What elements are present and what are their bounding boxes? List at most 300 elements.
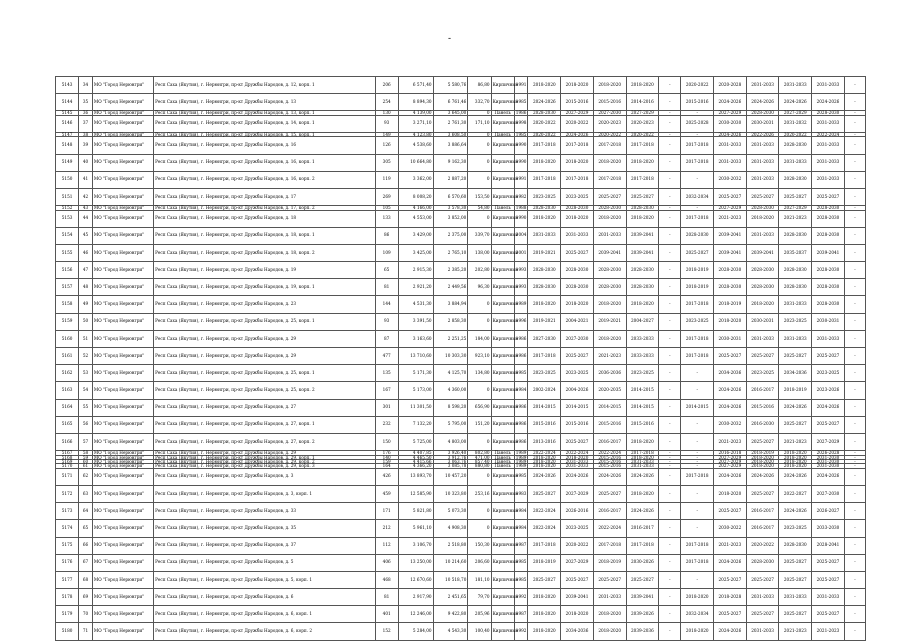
cell-nonliving-area: 0 [468, 111, 491, 115]
cell-period: 2015-2016 [561, 94, 594, 111]
cell-row-number: 68 [79, 571, 93, 588]
cell-period: 2025-2027 [561, 348, 594, 365]
cell-period: 2027-2030 [812, 485, 845, 502]
cell-period: 2026-2016 [561, 503, 594, 520]
cell-period: - [659, 94, 681, 111]
cell-period: 2028-2030 [593, 262, 626, 279]
cell-row-number: 60 [79, 459, 93, 463]
cell-residents: 232 [375, 416, 398, 433]
cell-period: - [659, 330, 681, 347]
cell-period: - [844, 132, 865, 136]
cell-period: 2025-2027 [812, 571, 845, 588]
cell-row-id: 5169 [56, 459, 79, 463]
cell-period: 2031-2033 [779, 330, 812, 347]
cell-period: 2018-2020 [528, 455, 561, 459]
cell-period: 2025-2027 [779, 606, 812, 623]
cell-address: Респ Саха (Якутия), г. Нерюнгри, пр-кт Дружбы Народов, д. 25, корп. 1 [154, 365, 375, 382]
cell-period: 2028-2030 [812, 210, 845, 227]
cell-period: 2025-2027 [779, 188, 812, 205]
cell-total-area: 4 531,30 [398, 296, 433, 313]
cell-period: 2025-2027 [528, 485, 561, 502]
cell-period: 2028-2030 [812, 206, 845, 210]
cell-build-year: 1992 [514, 623, 528, 640]
cell-period: 2031-2033 [746, 154, 779, 171]
cell-period: 2031-2033 [714, 154, 747, 171]
cell-address: Респ Саха (Якутия), г. Нерюнгри, пр-кт Дружбы Народов, д. 33 [154, 503, 375, 520]
cell-residents: 269 [375, 188, 398, 205]
cell-period: 2022-2024 [812, 132, 845, 136]
cell-period: 2034-2036 [561, 623, 594, 640]
cell-residents: 171 [375, 503, 398, 520]
cell-living-area: 10 457,20 [433, 468, 468, 485]
cell-build-year: 1985 [514, 468, 528, 485]
cell-period: - [659, 455, 681, 459]
cell-period: - [844, 554, 865, 571]
cell-period: - [844, 468, 865, 485]
cell-build-year: 1990 [514, 154, 528, 171]
cell-period: 2036-2036 [593, 365, 626, 382]
cell-row-id: 5173 [56, 503, 79, 520]
cell-period: 2024-2026 [528, 468, 561, 485]
cell-period: 2018-2020 [746, 210, 779, 227]
cell-municipality: МО "Город Нерюнгри" [92, 537, 153, 554]
cell-period: - [659, 296, 681, 313]
cell-period: 2004-2027 [626, 313, 659, 330]
cell-total-area: 7 132,20 [398, 416, 433, 433]
cell-period: 2025-2027 [561, 244, 594, 261]
cell-residents: 406 [375, 554, 398, 571]
cell-period: 2027-2029 [779, 206, 812, 210]
cell-period: - [844, 111, 865, 115]
cell-municipality: МО "Город Нерюнгри" [92, 485, 153, 502]
cell-period: - [844, 77, 865, 94]
cell-residents: 159 [375, 459, 398, 463]
cell-period: 2033-2030 [812, 520, 845, 537]
cell-row-id: 5172 [56, 485, 79, 502]
cell-residents: 459 [375, 485, 398, 502]
cell-build-year: 1985 [514, 571, 528, 588]
cell-total-area: 4 407,85 [398, 451, 433, 455]
cell-address: Респ Саха (Якутия), г. Нерюнгри, пр-кт Дружбы Народов, д. 13, корп. 1 [154, 111, 375, 115]
cell-wall-material: Кирпичные [491, 606, 514, 623]
cell-address: Респ Саха (Якутия), г. Нерюнгри, пр-кт Дружбы Народов, д. 25, корп. 1 [154, 313, 375, 330]
cell-total-area: 2 915,30 [398, 262, 433, 279]
cell-period: 2014-2015 [528, 399, 561, 416]
table-row [56, 137, 866, 154]
cell-period: 2031-2033 [746, 330, 779, 347]
cell-build-year: 1986 [514, 348, 528, 365]
cell-period: 2021-2023 [812, 623, 845, 640]
cell-period: 2031-2033 [626, 459, 659, 463]
cell-residents: 164 [375, 464, 398, 468]
cell-living-area: 3 886,64 [433, 137, 468, 154]
cell-period: 2018-2020 [593, 623, 626, 640]
cell-period: 2017-2018 [681, 537, 714, 554]
cell-period: - [844, 589, 865, 606]
cell-period: 2018-2020 [626, 154, 659, 171]
cell-total-area: 4 553,00 [398, 210, 433, 227]
cell-row-id: 5178 [56, 589, 79, 606]
cell-period: 2039-2041 [561, 589, 594, 606]
cell-period: 2031-2033 [812, 330, 845, 347]
cell-period: - [681, 485, 714, 502]
cell-municipality: МО "Город Нерюнгри" [92, 520, 153, 537]
cell-municipality: МО "Город Нерюнгри" [92, 188, 153, 205]
cell-build-year: 1986 [514, 330, 528, 347]
cell-period: 2022-2024 [528, 451, 561, 455]
cell-period: 2016-2017 [746, 520, 779, 537]
cell-period: - [659, 210, 681, 227]
cell-address: Респ Саха (Якутия), г. Нерюнгри, пр-кт Дружбы Народов, д. 18 [154, 210, 375, 227]
cell-period: 2017-2018 [626, 171, 659, 188]
cell-wall-material: Панель [491, 111, 514, 115]
cell-living-area: 2 251,25 [433, 330, 468, 347]
cell-address: Респ Саха (Якутия), г. Нерюнгри, пр-кт Дружбы Народов, д. 37 [154, 537, 375, 554]
cell-period: 2018-2020 [528, 459, 561, 463]
cell-period: 2015-2016 [593, 464, 626, 468]
cell-living-area: 2 518,80 [433, 537, 468, 554]
cell-municipality: МО "Город Нерюнгри" [92, 433, 153, 450]
cell-period: 2039-2041 [714, 244, 747, 261]
cell-wall-material: Кирпичные [491, 154, 514, 171]
cell-period: 2025-2027 [593, 485, 626, 502]
cell-municipality: МО "Город Нерюнгри" [92, 94, 153, 111]
cell-period: - [681, 382, 714, 399]
cell-period: 2015-2016 [561, 416, 594, 433]
cell-period: - [659, 537, 681, 554]
cell-period: 2024-2026 [626, 503, 659, 520]
cell-period: - [681, 433, 714, 450]
cell-address: Респ Саха (Якутия), г. Нерюнгри, пр-кт Дружбы Народов, д. 29 [154, 451, 375, 455]
cell-period: 2028-2030 [714, 279, 747, 296]
cell-period: 2018-2020 [779, 455, 812, 459]
table-row [56, 571, 866, 588]
cell-period: - [659, 433, 681, 450]
cell-total-area: 2 917,90 [398, 589, 433, 606]
cell-living-area: 4 908,30 [433, 520, 468, 537]
cell-period: 2024-2026 [746, 468, 779, 485]
cell-row-id: 5158 [56, 296, 79, 313]
cell-period: 2025-2027 [779, 348, 812, 365]
cell-nonliving-area: 134,80 [468, 365, 491, 382]
cell-period: - [844, 503, 865, 520]
cell-period: - [844, 115, 865, 132]
cell-row-number: 52 [79, 348, 93, 365]
cell-row-id: 5154 [56, 227, 79, 244]
cell-row-number: 38 [79, 132, 93, 136]
cell-period: 2017-2018 [561, 137, 594, 154]
cell-wall-material: Кирпичные [491, 537, 514, 554]
cell-row-id: 5162 [56, 365, 79, 382]
cell-period: 2032-2034 [681, 606, 714, 623]
cell-period: 2014-2015 [626, 382, 659, 399]
cell-total-area: 12 670,60 [398, 571, 433, 588]
cell-period: - [659, 468, 681, 485]
cell-wall-material: Кирпичные [491, 137, 514, 154]
cell-row-number: 42 [79, 188, 93, 205]
cell-living-area: 10 323,80 [433, 485, 468, 502]
cell-period: - [844, 262, 865, 279]
cell-period: 2017-2018 [561, 171, 594, 188]
cell-wall-material: Кирпичные [491, 94, 514, 111]
cell-period: 2027-2030 [561, 330, 594, 347]
table-row [56, 382, 866, 399]
cell-total-area: 3 391,50 [398, 313, 433, 330]
cell-row-id: 5167 [56, 451, 79, 455]
cell-total-area: 5 725,00 [398, 433, 433, 450]
cell-wall-material: Кирпичные [491, 520, 514, 537]
cell-municipality: МО "Город Нерюнгри" [92, 296, 153, 313]
cell-living-area: 6 570,60 [433, 188, 468, 205]
cell-residents: 119 [375, 171, 398, 188]
cell-period: 2031-2033 [779, 77, 812, 94]
cell-period: 2024-2026 [779, 468, 812, 485]
cell-period: 2024-2026 [779, 503, 812, 520]
cell-wall-material: Панель [491, 451, 514, 455]
cell-period: 2022-2024 [593, 451, 626, 455]
cell-row-number: 57 [79, 433, 93, 450]
cell-period: 2022-2024 [528, 520, 561, 537]
cell-period: 2017-2018 [626, 537, 659, 554]
cell-period: 2018-2020 [593, 606, 626, 623]
cell-period: 2016-2017 [593, 503, 626, 520]
cell-row-number: 48 [79, 279, 93, 296]
cell-period: 2018-2020 [681, 623, 714, 640]
cell-total-area: 4 465,50 [398, 455, 433, 459]
cell-period: 2030-2031 [746, 313, 779, 330]
cell-period: 2018-2020 [528, 623, 561, 640]
cell-total-area: 3 106,70 [398, 537, 433, 554]
cell-row-id: 5180 [56, 623, 79, 640]
cell-period: - [659, 459, 681, 463]
cell-period: 2023-2025 [626, 365, 659, 382]
table-row [56, 399, 866, 416]
cell-period: 2015-2016 [746, 399, 779, 416]
cell-period: 2028-2030 [528, 206, 561, 210]
cell-period: 2025-2028 [681, 115, 714, 132]
cell-row-id: 5144 [56, 94, 79, 111]
cell-period: - [659, 77, 681, 94]
cell-total-area: 5 961,10 [398, 520, 433, 537]
cell-period: 2015-2016 [626, 416, 659, 433]
cell-period: 2018-2020 [746, 455, 779, 459]
cell-address: Респ Саха (Якутия), г. Нерюнгри, пр-кт Дружбы Народов, д. 5 [154, 554, 375, 571]
cell-living-area: 10 214,60 [433, 554, 468, 571]
cell-period: 2025-2027 [746, 433, 779, 450]
cell-period: - [659, 115, 681, 132]
table-row [56, 348, 866, 365]
cell-row-number: 49 [79, 296, 93, 313]
cell-period: 2026-2028 [812, 451, 845, 455]
cell-municipality: МО "Город Нерюнгри" [92, 77, 153, 94]
cell-period: - [659, 485, 681, 502]
cell-period: 2025-2027 [626, 571, 659, 588]
cell-municipality: МО "Город Нерюнгри" [92, 210, 153, 227]
cell-period: 2018-2020 [561, 154, 594, 171]
cell-period: 2031-2033 [812, 171, 845, 188]
cell-period: 2031-2033 [746, 137, 779, 154]
cell-period: 2014-2015 [626, 399, 659, 416]
cell-living-area: 3 884,94 [433, 296, 468, 313]
cell-total-area: 13 893,70 [398, 468, 433, 485]
cell-build-year: 1985 [514, 94, 528, 111]
cell-build-year: 1991 [514, 171, 528, 188]
cell-period: 2027-2030 [528, 330, 561, 347]
cell-period: 2028-2030 [528, 279, 561, 296]
table-row [56, 154, 866, 171]
cell-period: 2023-2025 [746, 365, 779, 382]
cell-row-number: 53 [79, 365, 93, 382]
cell-period: - [659, 279, 681, 296]
cell-period: 2035-2037 [779, 244, 812, 261]
cell-period: 2028-2030 [561, 262, 594, 279]
cell-total-area: 8 894,30 [398, 94, 433, 111]
cell-row-id: 5155 [56, 244, 79, 261]
cell-period: - [844, 451, 865, 455]
table-row [56, 416, 866, 433]
cell-period: 2020-2035 [593, 382, 626, 399]
cell-period: - [659, 111, 681, 115]
cell-total-area: 12 585,90 [398, 485, 433, 502]
cell-period: 2020-2022 [528, 132, 561, 136]
cell-period: 2028-2030 [593, 279, 626, 296]
cell-period: 2018-2020 [714, 313, 747, 330]
cell-period: - [681, 416, 714, 433]
cell-residents: 86 [375, 227, 398, 244]
cell-wall-material: Кирпичные [491, 468, 514, 485]
cell-municipality: МО "Город Нерюнгри" [92, 244, 153, 261]
cell-period: 2018-2020 [528, 589, 561, 606]
cell-period: 2030-2022 [714, 520, 747, 537]
cell-row-id: 5147 [56, 132, 79, 136]
table-row [56, 227, 866, 244]
cell-period: 2027-2029 [714, 455, 747, 459]
cell-period: 2028-2030 [528, 262, 561, 279]
cell-build-year: 1983 [514, 485, 528, 502]
cell-period: 2033-2033 [626, 348, 659, 365]
cell-address: Респ Саха (Якутия), г. Нерюнгри, пр-кт Дружбы Народов, д. 27, корп. 2 [154, 433, 375, 450]
cell-residents: 130 [375, 111, 398, 115]
cell-period: 2018-2019 [681, 279, 714, 296]
cell-period: 2028-2030 [528, 111, 561, 115]
cell-total-area: 6 571,40 [398, 77, 433, 94]
cell-row-number: 65 [79, 520, 93, 537]
cell-residents: 301 [375, 399, 398, 416]
cell-wall-material: Кирпичные [491, 330, 514, 347]
cell-row-id: 5159 [56, 313, 79, 330]
cell-total-area: 13 250,00 [398, 554, 433, 571]
cell-period: 2020-2022 [779, 132, 812, 136]
cell-build-year: 1982 [514, 188, 528, 205]
cell-address: Респ Саха (Якутия), г. Нерюнгри, пр-кт Дружбы Народов, д. 27 [154, 399, 375, 416]
cell-period: 2026-2027 [812, 503, 845, 520]
cell-period: - [844, 188, 865, 205]
cell-period: 2018-2020 [528, 210, 561, 227]
cell-nonliving-area: 253,16 [468, 485, 491, 502]
cell-period: 2018-2020 [681, 589, 714, 606]
cell-row-number: 63 [79, 485, 93, 502]
cell-period: - [844, 571, 865, 588]
cell-period: 2027-2029 [714, 111, 747, 115]
cell-period: 2018-2020 [746, 296, 779, 313]
cell-period: - [659, 554, 681, 571]
cell-period: 2018-2020 [779, 451, 812, 455]
cell-period: - [659, 137, 681, 154]
cell-period: 2031-2033 [779, 154, 812, 171]
cell-address: Респ Саха (Якутия), г. Нерюнгри, пр-кт Дружбы Народов, д. 29, корп. 1 [154, 455, 375, 459]
cell-period: - [681, 459, 714, 463]
cell-row-number: 62 [79, 468, 93, 485]
cell-living-area: 2 858,30 [433, 313, 468, 330]
cell-period: 2020-2022 [593, 132, 626, 136]
register-body [56, 77, 866, 641]
cell-period: 2014-2015 [593, 399, 626, 416]
cell-municipality: МО "Город Нерюнгри" [92, 313, 153, 330]
cell-period: - [659, 227, 681, 244]
cell-period: 2025-2027 [714, 348, 747, 365]
cell-living-area: 9 162,30 [433, 154, 468, 171]
cell-wall-material: Кирпичные [491, 313, 514, 330]
cell-address: Респ Саха (Якутия), г. Нерюнгри, пр-кт Дружбы Народов, д. 16, корп. 1 [154, 154, 375, 171]
cell-wall-material: Кирпичные [491, 382, 514, 399]
cell-period: 2031-2033 [714, 137, 747, 154]
cell-build-year: 1985 [515, 131, 527, 137]
cell-period: 2018-2020 [626, 485, 659, 502]
cell-build-year: 1989 [515, 450, 527, 456]
cell-period: 2018-2020 [528, 77, 561, 94]
cell-period: 2025-2027 [746, 188, 779, 205]
cell-period: 2020-2022 [626, 132, 659, 136]
cell-row-number: 45 [79, 227, 93, 244]
cell-residents: 426 [375, 468, 398, 485]
cell-wall-material: Панель [491, 459, 514, 463]
table-row [56, 554, 866, 571]
cell-period: 2017-2018 [626, 137, 659, 154]
cell-row-number: 67 [79, 554, 93, 571]
cell-row-number: 70 [79, 606, 93, 623]
cell-row-id: 5146 [56, 115, 79, 132]
cell-living-area: 4 125,70 [433, 365, 468, 382]
cell-municipality: МО "Город Нерюнгри" [92, 279, 153, 296]
cell-period: 2016-2017 [746, 503, 779, 520]
cell-period: 2025-2027 [681, 244, 714, 261]
cell-period: 2028-2041 [812, 537, 845, 554]
table-row [56, 433, 866, 450]
cell-municipality: МО "Город Нерюнгри" [92, 330, 153, 347]
cell-row-id: 5176 [56, 554, 79, 571]
cell-nonliving-area: 0 [468, 132, 491, 136]
cell-build-year: 1993 [514, 262, 528, 279]
cell-nonliving-area: 184,00 [468, 330, 491, 347]
cell-period: 2017-2018 [681, 137, 714, 154]
cell-row-id: 5179 [56, 606, 79, 623]
cell-municipality: МО "Город Нерюнгри" [92, 348, 153, 365]
cell-wall-material: Кирпичные [491, 171, 514, 188]
cell-period: 2039-2041 [593, 244, 626, 261]
cell-row-number: 41 [79, 171, 93, 188]
cell-wall-material: Кирпичные [491, 554, 514, 571]
cell-period: 2027-2029 [626, 111, 659, 115]
cell-nonliving-area: 802,80 [468, 451, 491, 455]
cell-municipality: МО "Город Нерюнгри" [92, 154, 153, 171]
cell-period: 2031-2033 [746, 227, 779, 244]
cell-period: 2024-2026 [593, 468, 626, 485]
cell-period: 2015-2016 [681, 94, 714, 111]
cell-row-id: 5148 [56, 137, 79, 154]
cell-period: 2017-2018 [528, 137, 561, 154]
cell-total-area: 4 415,66 [398, 459, 433, 463]
cell-period: - [844, 330, 865, 347]
